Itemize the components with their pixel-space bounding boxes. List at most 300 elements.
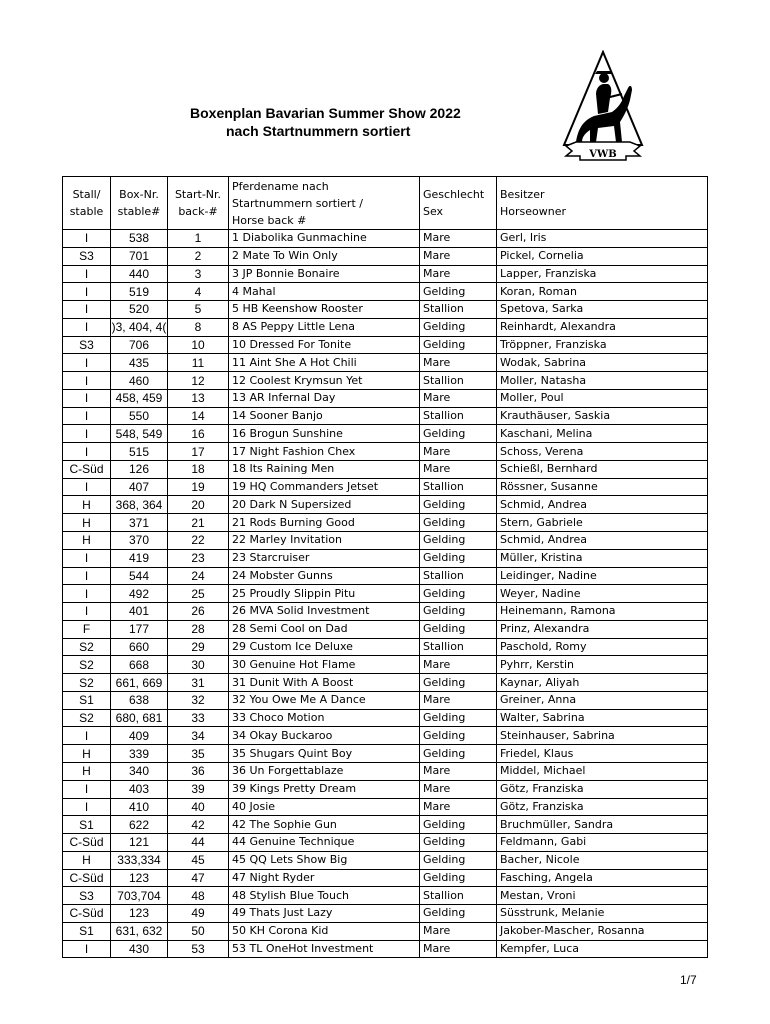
cell-stall: S1 [63,922,111,940]
header-owner: Besitzer Horseowner [497,177,708,230]
cell-horse: 4 Mahal [229,283,420,301]
cell-sex: Gelding [420,549,497,567]
cell-owner: Krauthäuser, Saskia [497,407,708,425]
cell-sex: Gelding [420,532,497,550]
header-sex: Geschlecht Sex [420,177,497,230]
table-row [63,869,708,887]
cell-stall: I [63,230,111,248]
cell-sex: Mare [420,798,497,816]
cell-stall: S2 [63,674,111,692]
cell-stall: C-Süd [63,460,111,478]
cell-owner: Kaschani, Melina [497,425,708,443]
title-line-1: Boxenplan Bavarian Summer Show 2022 [190,105,461,121]
cell-horse: 18 Its Raining Men [229,460,420,478]
cell-horse: 14 Sooner Banjo [229,407,420,425]
cell-start: 45 [168,851,229,869]
cell-sex: Gelding [420,727,497,745]
cell-sex: Gelding [420,585,497,603]
cell-start: 42 [168,816,229,834]
cell-horse: 40 Josie [229,798,420,816]
cell-start: 5 [168,301,229,319]
cell-sex: Mare [420,265,497,283]
table-row [63,336,708,354]
table-row [63,425,708,443]
cell-stall: H [63,532,111,550]
cell-owner: Lapper, Franziska [497,265,708,283]
cell-owner: Gerl, Iris [497,230,708,248]
cell-horse: 31 Dunit With A Boost [229,674,420,692]
cell-start: 21 [168,514,229,532]
cell-horse: 29 Custom Ice Deluxe [229,638,420,656]
cell-box: 661, 669 [111,674,168,692]
cell-owner: Feldmann, Gabi [497,834,708,852]
cell-box: 368, 364 [111,496,168,514]
cell-start: 39 [168,780,229,798]
cell-start: 29 [168,638,229,656]
table-row [63,460,708,478]
table-row [63,816,708,834]
cell-box: 460 [111,372,168,390]
cell-stall: C-Süd [63,834,111,852]
cell-box: 333,334 [111,851,168,869]
cell-start: 24 [168,567,229,585]
cell-stall: I [63,265,111,283]
table-row [63,709,708,727]
cell-box: 126 [111,460,168,478]
cell-stall: I [63,407,111,425]
cell-owner: Süsstrunk, Melanie [497,905,708,923]
cell-sex: Mare [420,230,497,248]
cell-stall: H [63,745,111,763]
cell-sex: Gelding [420,496,497,514]
cell-start: 14 [168,407,229,425]
cell-box: 548, 549 [111,425,168,443]
cell-horse: 30 Genuine Hot Flame [229,656,420,674]
cell-box: 680, 681 [111,709,168,727]
cell-start: 26 [168,603,229,621]
cell-stall: H [63,496,111,514]
cell-stall: I [63,372,111,390]
header-stall: Stall/ stable [63,177,111,230]
cell-start: 2 [168,247,229,265]
cell-start: 16 [168,425,229,443]
table-row [63,798,708,816]
cell-owner: Greiner, Anna [497,691,708,709]
cell-stall: I [63,585,111,603]
cell-box: 419 [111,549,168,567]
cell-horse: 11 Aint She A Hot Chili [229,354,420,372]
table-row [63,372,708,390]
cell-owner: Wodak, Sabrina [497,354,708,372]
table-row [63,567,708,585]
cell-owner: Schmid, Andrea [497,496,708,514]
cell-sex: Mare [420,247,497,265]
cell-sex: Mare [420,691,497,709]
cell-sex: Mare [420,460,497,478]
cell-stall: C-Süd [63,869,111,887]
cell-owner: Pickel, Cornelia [497,247,708,265]
table-row [63,762,708,780]
cell-stall: I [63,354,111,372]
cell-box: 622 [111,816,168,834]
table-row [63,230,708,248]
cell-sex: Gelding [420,834,497,852]
document-title [190,104,510,140]
cell-stall: I [63,425,111,443]
header-box: Box-Nr. stable# [111,177,168,230]
cell-stall: S3 [63,247,111,265]
cell-owner: Moller, Poul [497,389,708,407]
cell-sex: Gelding [420,851,497,869]
cell-horse: 23 Starcruiser [229,549,420,567]
cell-box: 492 [111,585,168,603]
cell-box: 703,704 [111,887,168,905]
cell-sex: Mare [420,762,497,780]
cell-sex: Gelding [420,514,497,532]
cell-start: 1 [168,230,229,248]
cell-owner: Bacher, Nicole [497,851,708,869]
table-row [63,283,708,301]
cell-start: 13 [168,389,229,407]
stable-plan-table [62,176,708,958]
cell-start: 4 [168,283,229,301]
table-row [63,514,708,532]
cell-sex: Gelding [420,709,497,727]
cell-box: 401 [111,603,168,621]
cell-owner: Walter, Sabrina [497,709,708,727]
cell-sex: Mare [420,443,497,461]
cell-horse: 17 Night Fashion Chex [229,443,420,461]
page-indicator: 1/7 [680,973,697,987]
cell-stall: I [63,567,111,585]
table-row [63,389,708,407]
table-row [63,478,708,496]
cell-stall: S2 [63,709,111,727]
cell-sex: Stallion [420,887,497,905]
cell-sex: Stallion [420,372,497,390]
cell-start: 35 [168,745,229,763]
cell-stall: S3 [63,887,111,905]
cell-sex: Mare [420,780,497,798]
cell-start: 28 [168,620,229,638]
table-row [63,318,708,336]
cell-start: 11 [168,354,229,372]
cell-box: 403 [111,780,168,798]
cell-sex: Mare [420,354,497,372]
cell-start: 22 [168,532,229,550]
table-row [63,834,708,852]
cell-horse: 2 Mate To Win Only [229,247,420,265]
cell-box: 339 [111,745,168,763]
cell-horse: 19 HQ Commanders Jetset [229,478,420,496]
cell-box: 631, 632 [111,922,168,940]
cell-stall: I [63,727,111,745]
cell-start: 10 [168,336,229,354]
cell-box: 407 [111,478,168,496]
cell-start: 53 [168,940,229,958]
cell-horse: 32 You Owe Me A Dance [229,691,420,709]
cell-sex: Gelding [420,674,497,692]
cell-box: 706 [111,336,168,354]
cell-box: 430 [111,940,168,958]
cell-horse: 22 Marley Invitation [229,532,420,550]
cell-start: 50 [168,922,229,940]
cell-box: 177 [111,620,168,638]
cell-sex: Stallion [420,407,497,425]
cell-start: 18 [168,460,229,478]
table-row [63,603,708,621]
cell-box: 121 [111,834,168,852]
table-row [63,638,708,656]
cell-start: 47 [168,869,229,887]
cell-stall: I [63,283,111,301]
cell-owner: Müller, Kristina [497,549,708,567]
table-row [63,727,708,745]
cell-box: 638 [111,691,168,709]
vwb-logo [562,50,644,164]
cell-owner: Koran, Roman [497,283,708,301]
cell-horse: 21 Rods Burning Good [229,514,420,532]
vwb-logo-text: VWB [589,149,617,160]
cell-stall: I [63,389,111,407]
cell-stall: S2 [63,656,111,674]
cell-sex: Gelding [420,745,497,763]
cell-box: 520 [111,301,168,319]
table-row [63,780,708,798]
cell-sex: Gelding [420,816,497,834]
cell-owner: Götz, Franziska [497,798,708,816]
cell-owner: Weyer, Nadine [497,585,708,603]
cell-owner: Moller, Natasha [497,372,708,390]
cell-horse: 20 Dark N Supersized [229,496,420,514]
table-row [63,407,708,425]
cell-owner: Heinemann, Ramona [497,603,708,621]
cell-owner: Jakober-Mascher, Rosanna [497,922,708,940]
table-row [63,247,708,265]
cell-sex: Stallion [420,478,497,496]
cell-horse: 34 Okay Buckaroo [229,727,420,745]
cell-box: 515 [111,443,168,461]
cell-start: 30 [168,656,229,674]
cell-stall: I [63,478,111,496]
cell-sex: Gelding [420,336,497,354]
cell-box: 544 [111,567,168,585]
cell-start: 12 [168,372,229,390]
cell-owner: Schießl, Bernhard [497,460,708,478]
cell-owner: Kaynar, Aliyah [497,674,708,692]
cell-horse: 42 The Sophie Gun [229,816,420,834]
cell-stall: I [63,940,111,958]
cell-start: 8 [168,318,229,336]
cell-stall: S3 [63,336,111,354]
cell-start: 49 [168,905,229,923]
cell-stall: H [63,851,111,869]
cell-horse: 48 Stylish Blue Touch [229,887,420,905]
cell-sex: Gelding [420,620,497,638]
cell-sex: Gelding [420,603,497,621]
cell-stall: I [63,603,111,621]
cell-owner: Steinhauser, Sabrina [497,727,708,745]
cell-start: 3 [168,265,229,283]
cell-owner: Pyhrr, Kerstin [497,656,708,674]
cell-sex: Gelding [420,905,497,923]
cell-sex: Mare [420,656,497,674]
table-row [63,905,708,923]
cell-stall: S1 [63,691,111,709]
cell-box: )3, 404, 4( [111,320,167,335]
cell-owner: Leidinger, Nadine [497,567,708,585]
cell-start: 20 [168,496,229,514]
cell-owner: Schoss, Verena [497,443,708,461]
cell-box: 458, 459 [111,389,168,407]
cell-box: 660 [111,638,168,656]
cell-box: 701 [111,247,168,265]
cell-sex: Stallion [420,301,497,319]
cell-stall: C-Süd [63,905,111,923]
cell-box: 340 [111,762,168,780]
cell-box: 538 [111,230,168,248]
cell-start: 34 [168,727,229,745]
cell-start: 36 [168,762,229,780]
cell-owner: Tröppner, Franziska [497,336,708,354]
cell-owner: Mestan, Vroni [497,887,708,905]
cell-start: 23 [168,549,229,567]
cell-box: 440 [111,265,168,283]
cell-sex: Stallion [420,638,497,656]
cell-horse: 28 Semi Cool on Dad [229,620,420,638]
cell-box: 409 [111,727,168,745]
cell-owner: Prinz, Alexandra [497,620,708,638]
cell-horse: 36 Un Forgettablaze [229,762,420,780]
table-row [63,940,708,958]
cell-horse: 3 JP Bonnie Bonaire [229,265,420,283]
cell-owner: Friedel, Klaus [497,745,708,763]
table-row [63,620,708,638]
cell-horse: 47 Night Ryder [229,869,420,887]
cell-sex: Gelding [420,425,497,443]
cell-box: 371 [111,514,168,532]
cell-start: 33 [168,709,229,727]
cell-horse: 33 Choco Motion [229,709,420,727]
table-row [63,851,708,869]
table-row [63,532,708,550]
cell-start: 32 [168,691,229,709]
cell-owner: Middel, Michael [497,762,708,780]
cell-sex: Mare [420,922,497,940]
cell-start: 40 [168,798,229,816]
table-row [63,922,708,940]
cell-owner: Bruchmüller, Sandra [497,816,708,834]
cell-horse: 53 TL OneHot Investment [229,940,420,958]
cell-horse: 45 QQ Lets Show Big [229,851,420,869]
header-horse: Pferdename nach Startnummern sortiert / Horse back # [229,177,420,230]
cell-stall: I [63,549,111,567]
cell-start: 44 [168,834,229,852]
cell-horse: 24 Mobster Gunns [229,567,420,585]
cell-box: 410 [111,798,168,816]
cell-horse: 39 Kings Pretty Dream [229,780,420,798]
cell-sex: Mare [420,389,497,407]
cell-stall: I [63,443,111,461]
cell-box: 435 [111,354,168,372]
cell-start: 48 [168,887,229,905]
table-row [63,691,708,709]
cell-horse: 12 Coolest Krymsun Yet [229,372,420,390]
cell-sex: Gelding [420,318,497,336]
cell-stall: I [63,301,111,319]
cell-start: 25 [168,585,229,603]
cell-stall: F [63,620,111,638]
cell-stall: I [63,798,111,816]
table-row [63,496,708,514]
cell-sex: Mare [420,940,497,958]
cell-start: 19 [168,478,229,496]
cell-sex: Gelding [420,869,497,887]
table-row [63,265,708,283]
cell-box: 123 [111,869,168,887]
cell-horse: 5 HB Keenshow Rooster [229,301,420,319]
table-row [63,301,708,319]
table-row [63,585,708,603]
cell-horse: 25 Proudly Slippin Pitu [229,585,420,603]
cell-stall: I [63,318,111,336]
header-start: Start-Nr. back-# [168,177,229,230]
cell-horse: 10 Dressed For Tonite [229,336,420,354]
cell-box: 519 [111,283,168,301]
cell-stall: I [63,780,111,798]
table-row [63,443,708,461]
table-row [63,354,708,372]
cell-box: 550 [111,407,168,425]
cell-start: 17 [168,443,229,461]
cell-owner: Rössner, Susanne [497,478,708,496]
table-row [63,549,708,567]
cell-start: 31 [168,674,229,692]
table-row [63,674,708,692]
cell-horse: 50 KH Corona Kid [229,922,420,940]
cell-stall: H [63,514,111,532]
cell-owner: Schmid, Andrea [497,532,708,550]
cell-owner: Spetova, Sarka [497,301,708,319]
cell-horse: 44 Genuine Technique [229,834,420,852]
cell-horse: 1 Diabolika Gunmachine [229,230,420,248]
table-body [63,230,708,958]
cell-horse: 26 MVA Solid Investment [229,603,420,621]
cell-horse: 8 AS Peppy Little Lena [229,318,420,336]
cell-horse: 35 Shugars Quint Boy [229,745,420,763]
cell-owner: Kempfer, Luca [497,940,708,958]
table-header-row [63,177,708,230]
cell-owner: Götz, Franziska [497,780,708,798]
cell-stall: H [63,762,111,780]
cell-owner: Stern, Gabriele [497,514,708,532]
cell-box: 370 [111,532,168,550]
table-row [63,745,708,763]
cell-owner: Fasching, Angela [497,869,708,887]
cell-horse: 16 Brogun Sunshine [229,425,420,443]
cell-sex: Stallion [420,567,497,585]
cell-horse: 49 Thats Just Lazy [229,905,420,923]
cell-stall: S2 [63,638,111,656]
cell-horse: 13 AR Infernal Day [229,389,420,407]
cell-box: 668 [111,656,168,674]
cell-stall: S1 [63,816,111,834]
cell-owner: Paschold, Romy [497,638,708,656]
table-row [63,887,708,905]
cell-sex: Gelding [420,283,497,301]
table-row [63,656,708,674]
title-line-2: nach Startnummern sortiert [226,123,411,139]
